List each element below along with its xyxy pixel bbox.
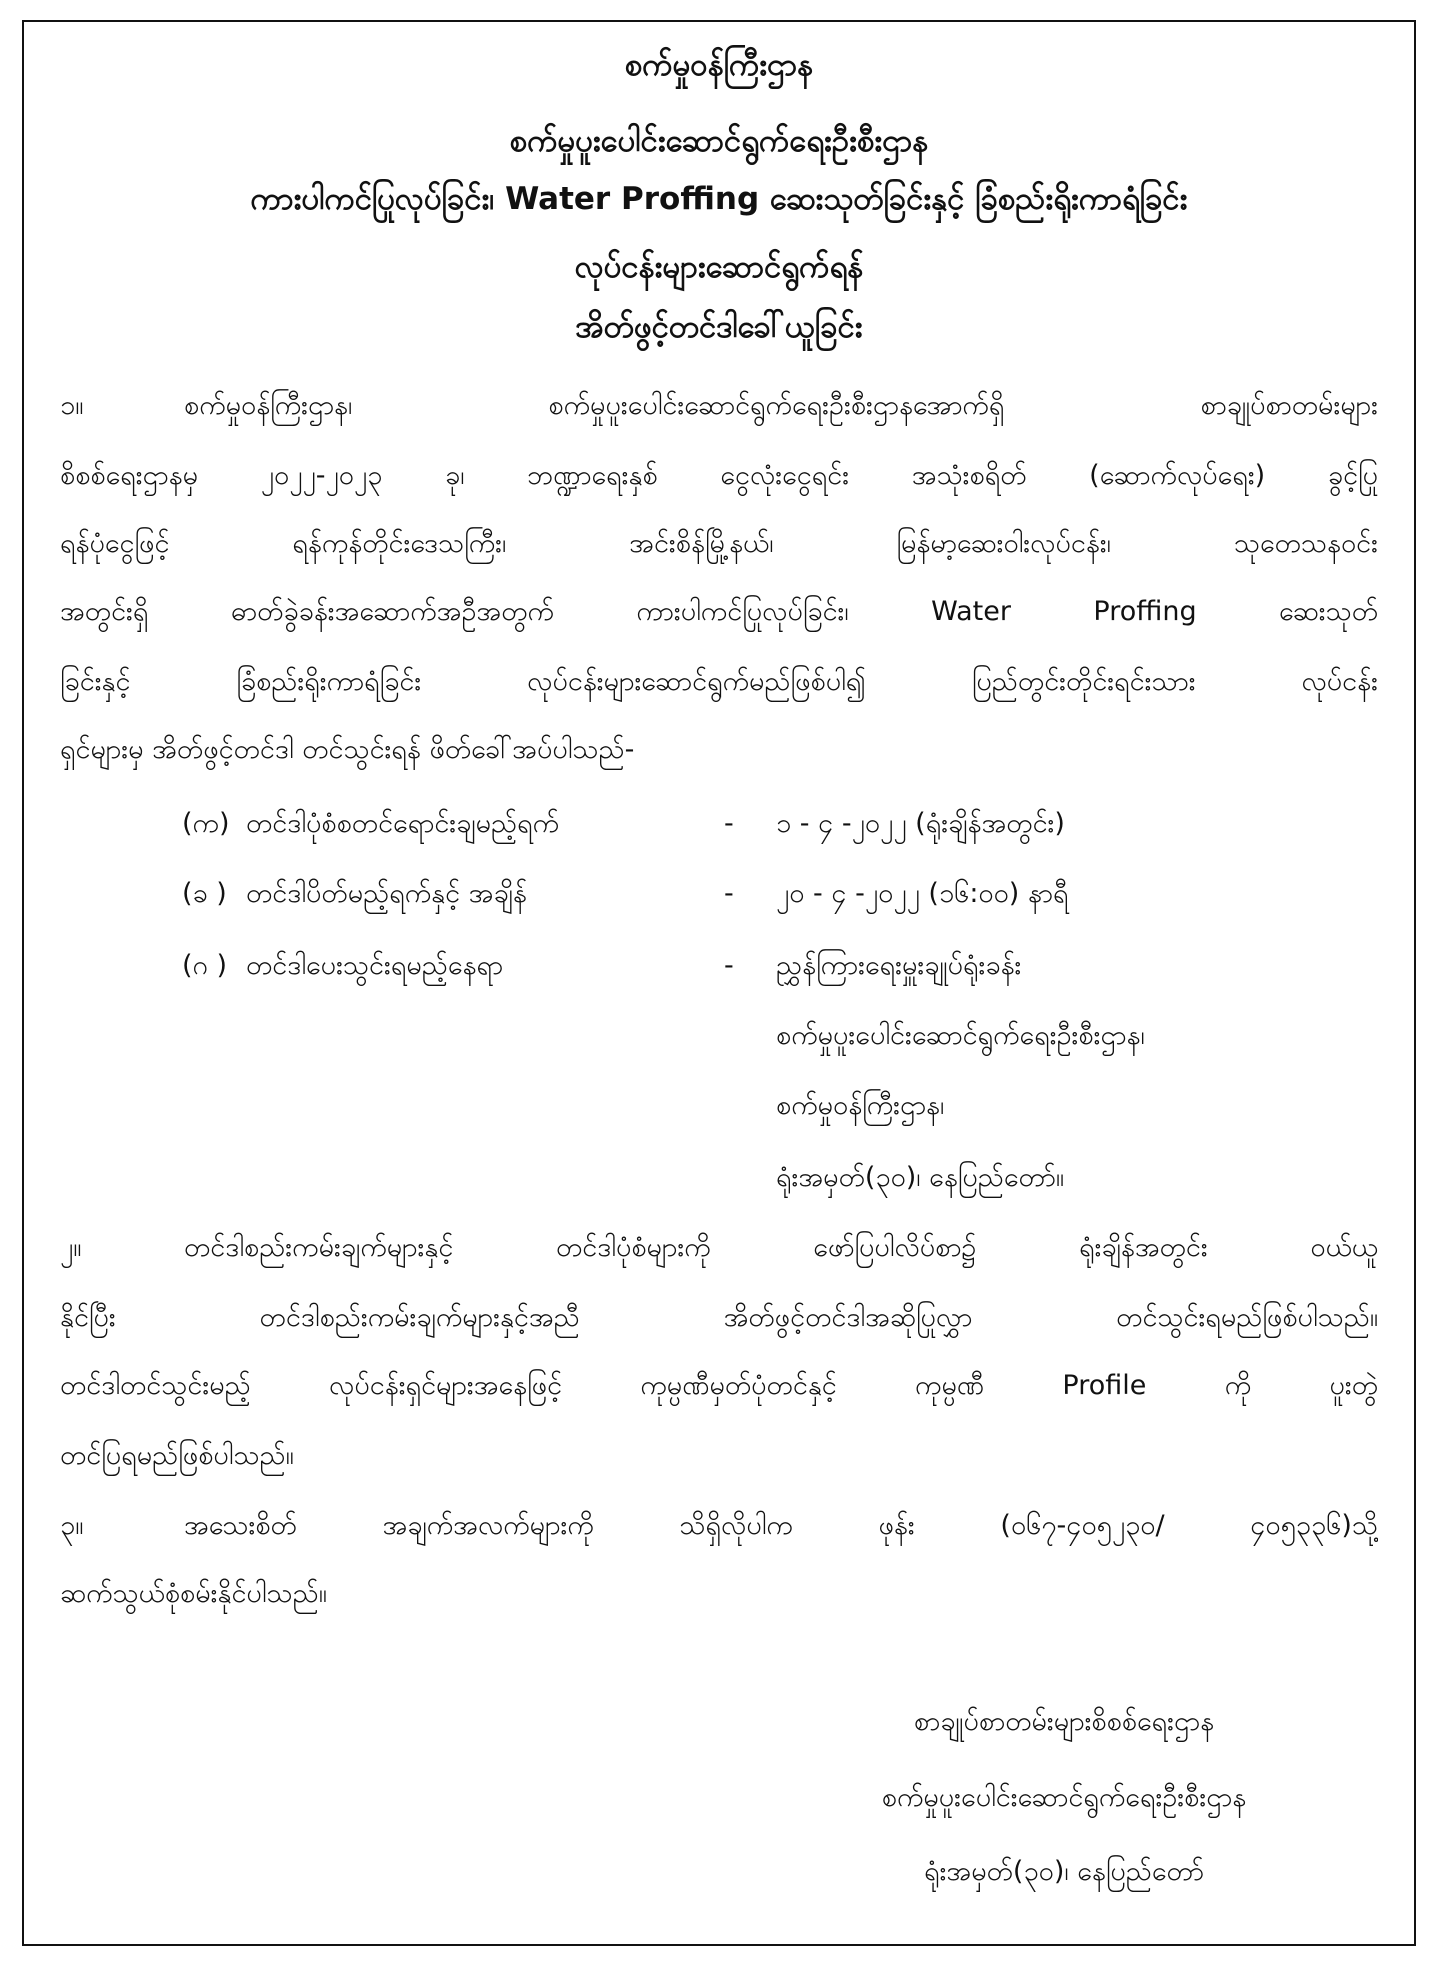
signature-office: စာချုပ်စာတမ်းများစိစစ်ရေးဌာန <box>913 1706 1215 1737</box>
para-1-line: စိစစ်ရေးဌာနမှ ၂၀၂၂-၂၀၂၃ ခု၊ ဘဏ္ဍာရေးနှစ် ငွေလုံးငွေရင်း အသုံးစရိတ် (ဆောက်လုပ်ရေး) ခွင့်ပြု <box>60 460 1378 491</box>
address-line: စက်မှုပူးပေါင်းဆောင်ရွက်ရေးဦးစီးဌာန၊ <box>776 1020 1145 1051</box>
work-title-line-2: လုပ်ငန်းများဆောင်ရွက်ရန် <box>574 249 864 285</box>
invitation-title: အိတ်ဖွင့်တင်ဒါခေါ်ယူခြင်း <box>575 309 863 345</box>
para-1-line: ရန်ပုံငွေဖြင့် ရန်ကုန်တိုင်းဒေသကြီး၊ အင်းစိန်မြို့နယ်၊ မြန်မာ့ဆေးဝါးလုပ်ငန်း၊ သုတေသနဝင်း <box>60 528 1378 559</box>
para-1-number: ၁။ <box>60 390 84 421</box>
para-1-line: ရှင်များမှ အိတ်ဖွင့်တင်ဒါ တင်သွင်းရန် ဖိတ်ခေါ်အပ်ပါသည်- <box>60 734 635 765</box>
work-title-line-1: ကားပါကင်ပြုလုပ်ခြင်း၊ Water Proffing ဆေးသုတ်ခြင်းနှင့် ခြံစည်းရိုးကာရံခြင်း <box>250 181 1188 217</box>
notice-frame <box>22 20 1416 1946</box>
para-2-number: ၂။ <box>60 1232 82 1263</box>
department-title: စက်မှုပူးပေါင်းဆောင်ရွက်ရေးဦးစီးဌာန <box>509 123 929 159</box>
schedule-dash: - <box>724 878 734 909</box>
signature-address: ရုံးအမှတ်(၃၀)၊ နေပြည်တော် <box>924 1856 1204 1887</box>
para-3-number: ၃။ <box>60 1510 84 1541</box>
para-1-line: ခြင်းနှင့် ခြံစည်းရိုးကာရံခြင်း လုပ်ငန်းများဆောင်ရွက်မည်ဖြစ်ပါ၍ ပြည်တွင်းတိုင်းရင်းသား လုပ်ငန်း <box>60 666 1378 697</box>
schedule-label: တင်ဒါပုံစံစတင်ရောင်းချမည့်ရက် <box>246 808 560 839</box>
schedule-dash: - <box>724 950 734 981</box>
para-3-line: ဆက်သွယ်စုံစမ်းနိုင်ပါသည်။ <box>60 1578 327 1609</box>
para-2-line: တင်ဒါတင်သွင်းမည့် လုပ်ငန်းရှင်များအနေဖြင့် ကုမ္ပဏီမှတ်ပုံတင်နှင့် ကုမ္ပဏီ Profile ကို ပူးတွဲ <box>60 1370 1378 1401</box>
para-1-line: စက်မှုဝန်ကြီးဌာန၊ စက်မှုပူးပေါင်းဆောင်ရွက်ရေးဦးစီးဌာနအောက်ရှိ စာချုပ်စာတမ်းများ <box>184 390 1378 421</box>
schedule-value: ၂၀ - ၄ -၂၀၂၂ (၁၆:၀၀) နာရီ <box>776 878 1069 909</box>
schedule-value: ညွှန်ကြားရေးမှူးချုပ်ရုံးခန်း <box>776 950 1022 981</box>
address-line: စက်မှုဝန်ကြီးဌာန၊ <box>776 1090 945 1121</box>
schedule-key: (က) <box>182 808 230 839</box>
address-line: ရုံးအမှတ်(၃၀)၊ နေပြည်တော်။ <box>776 1162 1065 1193</box>
schedule-label: တင်ဒါပေးသွင်းရမည့်နေရာ <box>246 950 504 981</box>
para-2-line: တင်ဒါစည်းကမ်းချက်များနှင့် တင်ဒါပုံစံများကို ဖော်ပြပါလိပ်စာ၌ ရုံးချိန်အတွင်း ဝယ်ယူ <box>184 1232 1378 1263</box>
para-2-line: နိုင်ပြီး တင်ဒါစည်းကမ်းချက်များနှင့်အညီ အိတ်ဖွင့်တင်ဒါအဆိုပြုလွှာ တင်သွင်းရမည်ဖြစ်ပါသည်။ <box>60 1302 1378 1333</box>
schedule-dash: - <box>724 808 734 839</box>
schedule-key: (ခ ) <box>182 878 227 909</box>
schedule-label: တင်ဒါပိတ်မည့်ရက်နှင့် အချိန် <box>246 878 527 909</box>
schedule-value: ၁ - ၄ -၂၀၂၂ (ရုံးချိန်အတွင်း) <box>776 808 1065 839</box>
signature-department: စက်မှုပူးပေါင်းဆောင်ရွက်ရေးဦးစီးဌာန <box>881 1782 1247 1813</box>
para-3-line: အသေးစိတ် အချက်အလက်များကို သိရှိလိုပါက ဖုန်း (၀၆၇-၄၀၅၂၃၀/ ၄၀၅၃၃၆)သို့ <box>184 1510 1378 1541</box>
para-1-line: အတွင်းရှိ ဓာတ်ခွဲခန်းအဆောက်အဦအတွက် ကားပါကင်ပြုလုပ်ခြင်း၊ Water Proffing ဆေးသုတ် <box>60 596 1378 627</box>
schedule-key: (ဂ ) <box>182 950 228 981</box>
para-2-line: တင်ပြရမည်ဖြစ်ပါသည်။ <box>60 1440 294 1471</box>
ministry-title: စက်မှုဝန်ကြီးဌာန <box>624 47 814 83</box>
